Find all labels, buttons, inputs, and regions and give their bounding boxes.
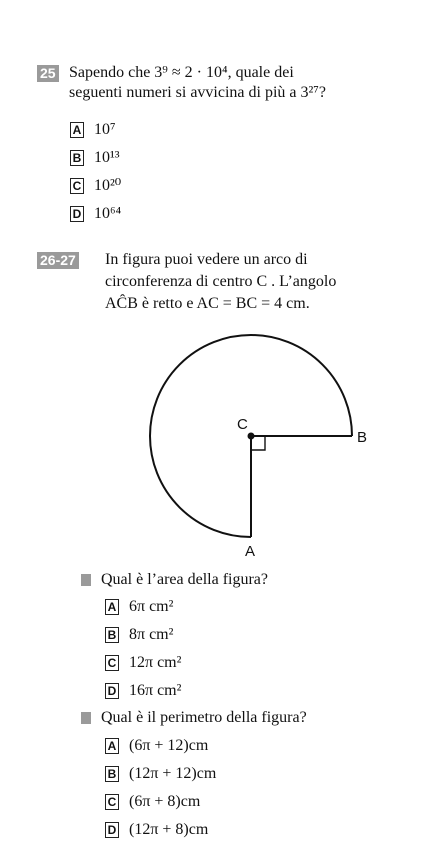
option-value: 16π cm² (129, 682, 182, 699)
option-letter-d: D (105, 683, 119, 699)
area-option-a[interactable] (105, 598, 173, 616)
option-value: (12π + 8)cm (129, 821, 209, 838)
center-point (248, 433, 255, 440)
option-value: 6π cm² (129, 598, 174, 615)
question-number-26-27: 26-27 (37, 252, 79, 269)
arc-figure (140, 330, 370, 565)
subquestion-area-text: Qual è l’area della figura? (101, 571, 269, 588)
option-letter-a: A (105, 599, 119, 615)
question-26-text-line3: AĈB è retto e AC = BC = 4 cm. (105, 295, 310, 312)
label-a: A (245, 543, 256, 560)
question-26-text-line1: In figura puoi vedere un arco di (105, 251, 308, 268)
perimeter-option-c[interactable] (105, 793, 200, 811)
perimeter-option-d[interactable] (105, 821, 208, 839)
option-letter-c: C (105, 794, 119, 810)
q25-option-d[interactable] (70, 205, 121, 223)
option-value: (6π + 12)cm (129, 737, 209, 754)
option-letter-b: B (70, 150, 84, 166)
question-25-text-line1: Sapendo che 3⁹ ≈ 2 · 10⁴, quale dei (69, 64, 294, 81)
option-value: (12π + 12)cm (129, 765, 217, 782)
option-letter-c: C (70, 178, 84, 194)
subquestion-perimeter-text: Qual è il perimetro della figura? (101, 709, 307, 726)
subquestion-marker (81, 574, 91, 586)
subquestion-perimeter (81, 708, 307, 728)
option-value: 12π cm² (129, 654, 182, 671)
option-value: (6π + 8)cm (129, 793, 201, 810)
option-value: 10¹³ (94, 149, 120, 166)
label-b: B (357, 429, 368, 446)
question-25-text-line2: seguenti numeri si avvicina di più a 3²⁷? (69, 84, 326, 101)
option-value: 10²⁰ (94, 177, 122, 194)
option-value: 8π cm² (129, 626, 174, 643)
option-letter-a: A (105, 738, 119, 754)
question-26-text-line2: circonferenza di centro C . L’angolo (105, 273, 337, 290)
q25-option-a[interactable] (70, 121, 116, 139)
option-letter-b: B (105, 627, 119, 643)
option-value: 10⁷ (94, 121, 116, 138)
question-number-25: 25 (37, 65, 59, 82)
area-option-c[interactable] (105, 654, 181, 672)
perimeter-option-b[interactable] (105, 765, 216, 783)
option-value: 10⁶⁴ (94, 205, 122, 222)
option-letter-b: B (105, 766, 119, 782)
option-letter-a: A (70, 122, 84, 138)
perimeter-option-a[interactable] (105, 737, 208, 755)
label-c: C (237, 416, 248, 433)
area-option-b[interactable] (105, 626, 173, 644)
option-letter-d: D (105, 822, 119, 838)
option-letter-c: C (105, 655, 119, 671)
area-option-d[interactable] (105, 682, 181, 700)
option-letter-d: D (70, 206, 84, 222)
q25-option-b[interactable] (70, 149, 120, 167)
q25-option-c[interactable] (70, 177, 121, 195)
subquestion-marker (81, 712, 91, 724)
subquestion-area (81, 570, 268, 590)
